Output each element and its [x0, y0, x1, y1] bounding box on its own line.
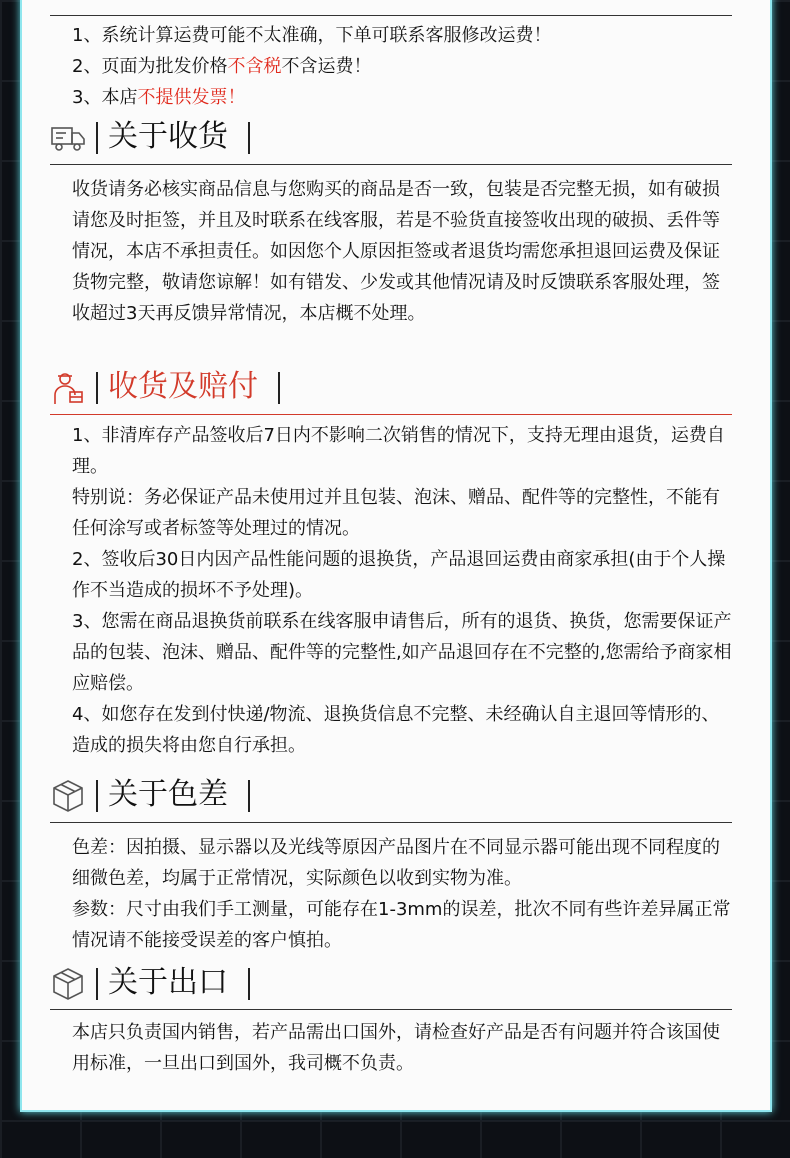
section-header-color-diff — [50, 774, 732, 818]
section-header-export — [50, 962, 732, 1006]
top-notice-line-1: 1、系统计算运费可能不太准确，下单可联系客服修改运费！ — [72, 25, 552, 46]
section-divider — [50, 1009, 732, 1010]
box-icon — [50, 966, 86, 1002]
receiving-body: 收货请务必核实商品信息与您购买的商品是否一致，包装是否完整无损，如有破损请您及时拒签，并且及时联系在线客服，若是不验货直接签收出现的破损、丢件等情况，本店不承担责任。如因您个人原因拒签或者退货均需您承担退回运费及保证货物完整，敬请您谅解！如有错发、少发或其他情况请及时反馈联系客服处理，签收超过3天再反馈异常情况，本店概不处理。 — [72, 179, 720, 324]
section-title: 关于色差 — [108, 777, 228, 812]
compensation-item-1: 1、非清库存产品签收后7日内不影响二次销售的情况下，支持无理由退货，运费自理。 — [72, 425, 725, 477]
box-icon — [50, 778, 86, 814]
section-title: 关于出口 — [108, 965, 228, 1000]
section-title: 收货及赔付 — [108, 369, 258, 404]
top-notice-line-3: 3、本店不提供发票！ — [72, 87, 246, 108]
compensation-item-3: 3、您需在商品退换货前联系在线客服申请售后，所有的退货、换货，您需要保证产品的包装、泡沫、赠品、配件等的完整性,如产品退回存在不完整的,您需给予商家相应赔偿。 — [72, 611, 732, 694]
section-header-receiving — [50, 116, 732, 160]
section-title: 关于收货 — [108, 119, 228, 154]
color-diff-text: 色差：因拍摄、显示器以及光线等原因产品图片在不同显示器可能出现不同程度的细微色差，均属于正常情况，实际颜色以收到实物为准。 — [72, 837, 720, 889]
truck-icon — [50, 120, 86, 156]
compensation-item-2: 2、签收后30日内因产品性能问题的退换货，产品退回运费由商家承担(由于个人操作不当造成的损坏不予处理)。 — [72, 549, 726, 601]
compensation-item-4: 4、如您存在发到付快递/物流、退换货信息不完整、未经确认自主退回等情形的、造成的损失将由您自行承担。 — [72, 704, 720, 756]
section-header-compensation — [50, 366, 732, 410]
section-divider — [50, 414, 732, 415]
export-body: 本店只负责国内销售，若产品需出口国外，请检查好产品是否有问题并符合该国使用标准，一旦出口到国外，我司概不负责。 — [72, 1022, 720, 1074]
section-divider — [50, 164, 732, 165]
section-divider — [50, 822, 732, 823]
courier-icon — [50, 370, 86, 406]
compensation-note: 特别说：务必保证产品未使用过并且包装、泡沫、赠品、配件等的完整性，不能有任何涂写或者标签等处理过的情况。 — [72, 487, 720, 539]
size-params-text: 参数：尺寸由我们手工测量，可能存在1-3mm的误差，批次不同有些许差异属正常情况请不能接受误差的客户慎拍。 — [72, 899, 731, 951]
top-notice-line-2: 2、页面为批发价格不含税不含运费！ — [72, 56, 372, 77]
top-divider — [50, 15, 732, 16]
